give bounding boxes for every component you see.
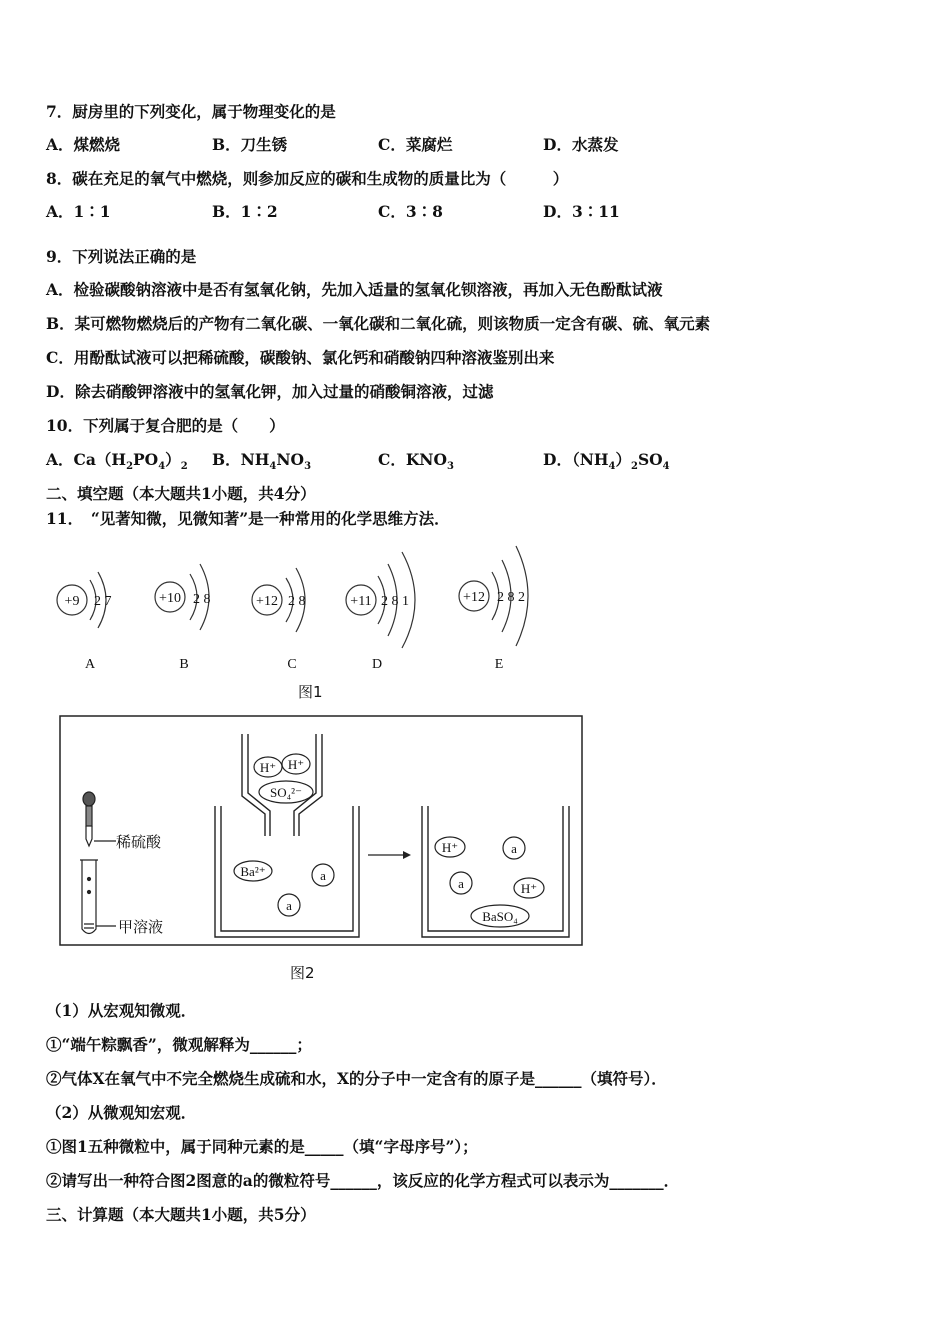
funnel-ion-so4: SO₄²⁻ [270, 785, 302, 800]
part-1-question-1: ①“端午粽飘香”，微观解释为______； [46, 1035, 312, 1054]
q8-option-d: D．3∶11 [543, 202, 620, 221]
q9-option-c: C．用酚酞试液可以把稀硫酸，碳酸钠、氯化钙和硝酸钠四种溶液鉴别出来 [46, 348, 555, 367]
test-tube-icon [80, 860, 116, 934]
funnel-ion-h-2: H⁺ [287, 757, 305, 772]
figure-2-reaction-diagram [58, 714, 586, 950]
q7-stem: 7．厨房里的下列变化，属于物理变化的是 [46, 102, 336, 121]
part-1-question-2: ②气体X在氧气中不完全燃烧生成硫和水，X的分子中一定含有的原子是______（填符号）． [46, 1069, 667, 1088]
atom-d-nucleus: +11 [350, 594, 372, 609]
q10-option-d: D．$(NH_4)_2SO_4$ [543, 450, 670, 473]
left-beaker-ba-ion: Ba²⁺ [240, 864, 266, 879]
q10-option-b: B．$NH_4NO_3$ [212, 450, 312, 473]
q10-option-c: C．$KNO_3$ [378, 450, 454, 473]
atom-e-shells: 2 8 2 [497, 590, 525, 605]
atom-b-shells: 2 8 [193, 592, 211, 607]
q9-stem: 9．下列说法正确的是 [46, 247, 197, 266]
reaction-arrow-icon [368, 851, 411, 859]
part-1-heading: （1）从宏观知微观． [46, 1001, 197, 1020]
funnel-ion-h-1: H⁺ [259, 760, 277, 775]
figure-1-caption: 图1 [298, 683, 323, 701]
atom-c-nucleus: +12 [256, 594, 278, 609]
part-2-heading: （2）从微观知宏观． [46, 1103, 197, 1122]
q9-option-d: D．除去硝酸钾溶液中的氢氧化钾，加入过量的硝酸铜溶液，过滤 [46, 382, 494, 401]
dropper-label: 稀硫酸 [116, 835, 162, 851]
q8-stem: 8．碳在充足的氧气中燃烧，则参加反应的碳和生成物的质量比为（ ） [46, 169, 569, 188]
right-beaker-h-1: H⁺ [441, 840, 459, 855]
q9-option-a: A．检验碳酸钠溶液中是否有氢氧化钠，先加入适量的氢氧化钡溶液，再加入无色酚酞试液 [46, 280, 663, 299]
atom-b-nucleus: +10 [159, 591, 181, 606]
atom-b-label: B [179, 657, 189, 672]
q10-option-a: A．$Ca(H_2PO_4)_2$ [46, 450, 188, 473]
q7-option-b: B．刀生锈 [212, 135, 288, 154]
q10-stem: 10．下列属于复合肥的是（ ） [46, 416, 285, 435]
right-beaker-a-2: a [458, 876, 464, 891]
figure-1-atom-diagrams [40, 540, 560, 680]
figure-2-caption: 图2 [290, 964, 315, 982]
q8-option-b: B．1∶2 [212, 202, 278, 221]
q7-option-c: C．菜腐烂 [378, 135, 453, 154]
left-beaker-a-2: a [286, 898, 292, 913]
part-2-question-2: ②请写出一种符合图2图意的a的微粒符号______，该反应的化学方程式可以表示为_______． [46, 1171, 680, 1190]
atom-d-label: D [371, 657, 383, 672]
atom-e-label: E [494, 657, 504, 672]
q11-stem: 11． “见著知微，见微知著”是一种常用的化学思维方法． [46, 509, 450, 528]
atom-c-shells: 2 8 [288, 594, 306, 609]
dropper-icon [83, 792, 116, 846]
atom-c-label: C [287, 657, 297, 672]
right-beaker-h-2: H⁺ [520, 881, 538, 896]
q8-option-c: C．3∶8 [378, 202, 443, 221]
q9-option-b: B．某可燃物燃烧后的产物有二氧化碳、一氧化碳和二氧化硫，则该物质一定含有碳、硫、氧元素 [46, 314, 711, 333]
q7-option-d: D．水蒸发 [543, 135, 619, 154]
test-tube-label: 甲溶液 [118, 920, 164, 936]
atom-e-nucleus: +12 [463, 590, 485, 605]
right-beaker-baso4: BaSO₄ [482, 909, 518, 924]
atom-a-label: A [84, 657, 96, 672]
atom-a-nucleus: +9 [64, 594, 80, 609]
part-2-question-1: ①图1五种微粒中，属于同种元素的是_____（填“字母序号”）； [46, 1137, 478, 1156]
atom-d-shells: 2 8 1 [381, 594, 409, 609]
q8-option-a: A．1∶1 [46, 202, 111, 221]
right-beaker-a-1: a [511, 841, 517, 856]
section-2-heading: 二、填空题（本大题共1小题，共4分） [46, 484, 316, 503]
q7-option-a: A．煤燃烧 [46, 135, 121, 154]
atom-a-shells: 2 7 [94, 594, 112, 609]
left-beaker-a-1: a [320, 868, 326, 883]
section-3-heading: 三、计算题（本大题共1小题，共5分） [46, 1205, 316, 1224]
